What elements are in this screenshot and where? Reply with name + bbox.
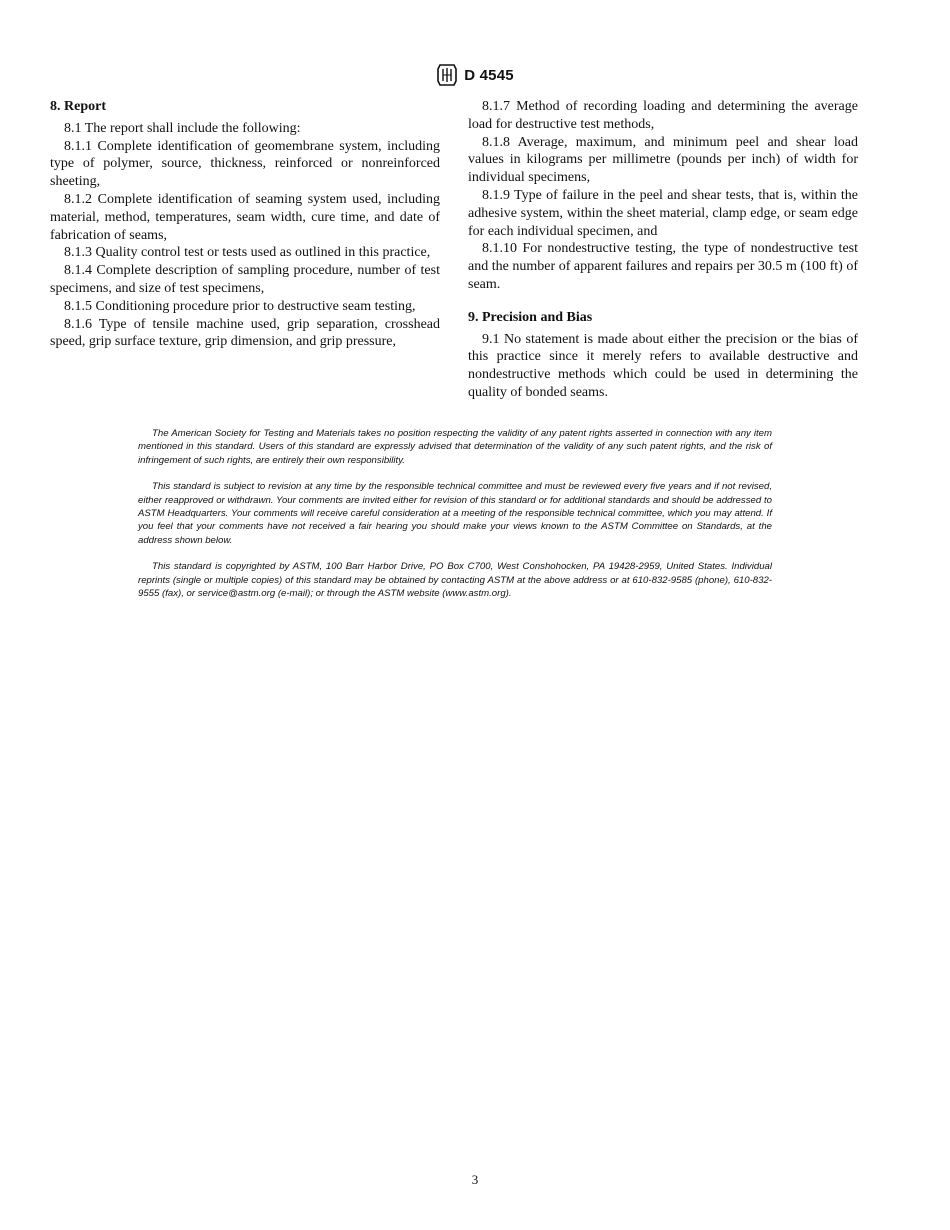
document-number: D 4545 — [464, 66, 514, 84]
paragraph-8-1-3: 8.1.3 Quality control test or tests used as outlined in this practice, — [64, 245, 431, 261]
right-column — [468, 98, 858, 402]
astm-logo-icon — [436, 63, 458, 87]
revision-notice: This standard is subject to revision at any time by the responsible technical committee and must be reviewed every five years and if not revised, either reapproved or withdrawn. Your comments are invited either for revision of this standard or for additional standards and should be addressed to ASTM Headquarters. Your comments will receive careful consideration at a meeting of the responsible technical committee, which you may attend. If you feel that your comments have not received a fair hearing you should make your views known to the ASTM Committee on Standards, at the address shown below. — [138, 481, 772, 546]
paragraph-8-1-9: 8.1.9 Type of failure in the peel and shear tests, that is, within the adhesive system, within the sheet material, clamp edge, or seam edge for each individual specimen, and — [468, 187, 858, 239]
section-heading-report: 8. Report — [50, 99, 106, 114]
footer-notes — [138, 427, 772, 613]
page-number: 3 — [471, 1172, 479, 1187]
patent-notice: The American Society for Testing and Materials takes no position respecting the validity of any patent rights asserted in connection with any item mentioned in this standard. Users of this standard are expressly advised that determination of the validity of any such patent rights, and the risk of infringement of such rights, are entirely their own responsibility. — [138, 428, 772, 466]
paragraph-8-1-10: 8.1.10 For nondestructive testing, the type of nondestructive test and the number of apparent failures and repairs per 30.5 m (100 ft) of seam. — [468, 241, 858, 292]
paragraph-8-1-8: 8.1.8 Average, maximum, and minimum peel and shear load values in kilograms per millimetre (pounds per inch) of width for individual specimens, — [468, 134, 858, 186]
page-header — [0, 63, 950, 92]
left-column — [50, 98, 440, 351]
paragraph-8-1-7: 8.1.7 Method of recording loading and determining the average load for destructive test methods, — [468, 99, 858, 132]
paragraph-9-1: 9.1 No statement is made about either the precision or the bias of this practice since it merely refers to available destructive and nondestructive methods which could be used in determining the quality of bonded seams. — [468, 331, 858, 400]
paragraph-8-1: 8.1 The report shall include the following: — [64, 120, 301, 136]
paragraph-8-1-6: 8.1.6 Type of tensile machine used, grip separation, crosshead speed, grip surface texture, grip dimension, and grip pressure, — [50, 316, 440, 350]
paragraph-8-1-4: 8.1.4 Complete description of sampling procedure, number of test specimens, and size of test specimens, — [50, 263, 440, 296]
copyright-notice: This standard is copyrighted by ASTM, 100 Barr Harbor Drive, PO Box C700, West Conshohocken, PA 19428-2959, United States. Individual reprints (single or multiple copies) of this standard may be obtained by contacting ASTM at the above address or at 610-832-9585 (phone), 610-832-9555 (fax), or service@astm.org (e-mail); or through the ASTM website (www.astm.org). — [138, 561, 772, 600]
section-heading-precision-bias: 9. Precision and Bias — [468, 309, 593, 325]
paragraph-8-1-2: 8.1.2 Complete identification of seaming system used, including material, method, temperatures, seam width, cure time, and date of fabrication of seams, — [50, 191, 440, 243]
paragraph-8-1-5: 8.1.5 Conditioning procedure prior to destructive seam testing, — [64, 298, 416, 314]
paragraph-8-1-1: 8.1.1 Complete identification of geomembrane system, including type of polymer, source, thickness, reinforced or nonreinforced sheeting, — [50, 138, 440, 190]
